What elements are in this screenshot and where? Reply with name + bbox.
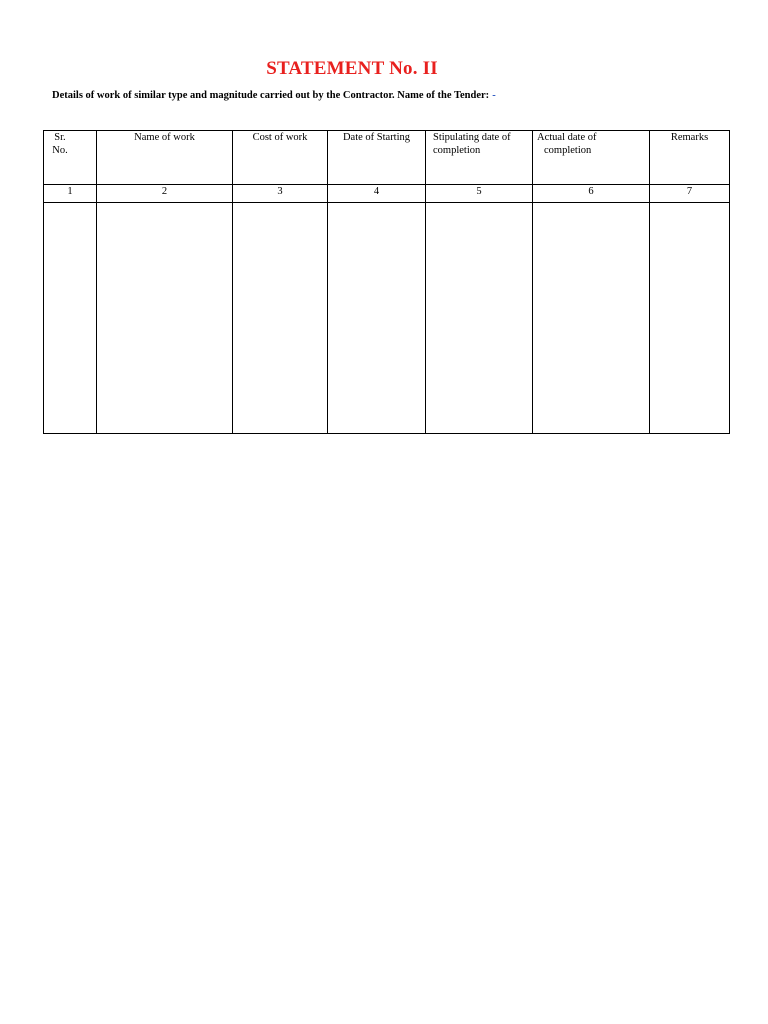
column-number: 1	[44, 185, 97, 203]
entry-cell-stipulating-date[interactable]	[426, 203, 533, 434]
column-number: 3	[233, 185, 328, 203]
header-stipulating-date	[426, 131, 533, 185]
header-sr-line2: No.	[52, 144, 68, 156]
header-actual-line1: Actual date of	[537, 132, 597, 143]
header-actual-date	[533, 131, 650, 185]
header-sr-no	[44, 131, 97, 185]
entry-cell-date-of-starting[interactable]	[328, 203, 426, 434]
page-title: STATEMENT No. II	[266, 58, 438, 79]
entry-cell-actual-date[interactable]	[533, 203, 650, 434]
entry-row	[44, 203, 730, 434]
column-number: 6	[533, 185, 650, 203]
column-number: 2	[97, 185, 233, 203]
header-cost-of-work: Cost of work	[233, 131, 328, 185]
column-number: 7	[650, 185, 730, 203]
column-number: 5	[426, 185, 533, 203]
entry-cell-name-of-work[interactable]	[97, 203, 233, 434]
tender-name-mark: -	[492, 90, 496, 101]
statement-table	[43, 130, 730, 434]
entry-cell-sr-no[interactable]	[44, 203, 97, 434]
column-number-row	[44, 185, 730, 203]
subtitle-text: Details of work of similar type and magnitude carried out by the Contractor. Name of the Tender:	[52, 90, 490, 101]
header-sr-line1: Sr.	[54, 132, 66, 143]
column-number: 4	[328, 185, 426, 203]
statement-subtitle	[52, 90, 496, 101]
header-date-of-starting: Date of Starting	[328, 131, 426, 185]
header-remarks: Remarks	[650, 131, 730, 185]
header-actual-line2: completion	[544, 144, 592, 156]
header-stipulating-line2: completion	[433, 144, 481, 156]
header-row	[44, 131, 730, 185]
entry-cell-remarks[interactable]	[650, 203, 730, 434]
header-name-of-work: Name of work	[97, 131, 233, 185]
header-stipulating-line1: Stipulating date of	[433, 132, 511, 143]
entry-cell-cost-of-work[interactable]	[233, 203, 328, 434]
